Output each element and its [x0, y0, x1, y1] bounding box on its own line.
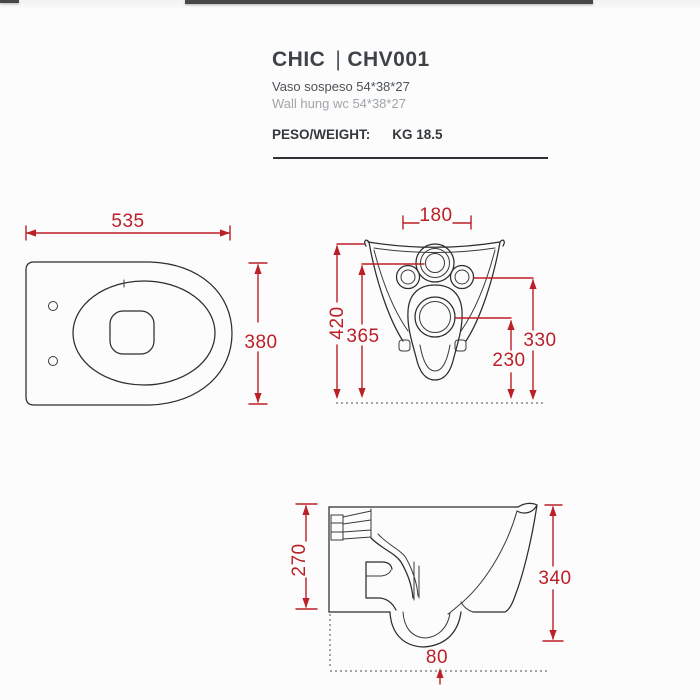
plan-fixing-hole-bottom [49, 357, 58, 366]
side-trap-outer [390, 612, 461, 647]
dim-label-230: 230 [492, 350, 526, 371]
rear-outline-right [466, 240, 504, 341]
side-view [289, 503, 572, 684]
dim-rear-total-height [327, 244, 364, 399]
dim-side-mount-height [289, 504, 317, 609]
dim-label-330: 330 [523, 330, 557, 351]
rear-fixing-hole-right [451, 266, 474, 289]
dim-label-180: 180 [419, 205, 453, 226]
product-name: CHIC [272, 48, 326, 71]
dim-plan-depth [244, 263, 277, 404]
subtitle-italian: Vaso sospeso 54*38*27 [272, 79, 410, 94]
dim-label-80: 80 [425, 647, 449, 668]
plan-seat-opening [73, 281, 215, 385]
side-bowl-right-foot [461, 602, 473, 612]
dim-rear-fixing-width [403, 205, 471, 229]
dim-plan-width [26, 211, 230, 240]
subtitle-english: Wall hung wc 54*38*27 [272, 96, 406, 111]
dim-rear-inlet-height [346, 264, 424, 398]
rear-fixing-hole-right-inner [455, 270, 469, 284]
side-trap-inner [403, 612, 450, 638]
plan-fixing-hole-top [49, 302, 58, 311]
side-rim-channel-section [366, 562, 396, 610]
rear-outlet-outer [415, 297, 455, 337]
dim-rear-outlet-height [456, 318, 526, 399]
rear-tab-left [399, 340, 410, 351]
rear-fixing-hole-left-inner [401, 270, 415, 284]
rear-fixing-hole-left [397, 266, 420, 289]
rear-inlet-outer [416, 244, 454, 282]
dim-label-270: 270 [289, 543, 310, 577]
dim-label-340: 340 [538, 568, 572, 589]
side-bowl-right-inner [448, 511, 517, 614]
dim-side-bowl-height [538, 505, 571, 641]
plan-view [26, 211, 278, 405]
side-funnel-left-inner [378, 534, 418, 596]
dim-label-535: 535 [111, 211, 145, 232]
side-bowl-right-outer [473, 505, 537, 612]
dim-label-365: 365 [346, 326, 380, 347]
rear-outlet-inner [420, 302, 451, 333]
plan-outlet [110, 311, 154, 354]
rear-view [327, 205, 557, 403]
rear-inlet-inner [426, 254, 445, 273]
side-rim-lip [517, 503, 537, 513]
title-separator: | [335, 48, 342, 71]
dim-side-trap-clearance [426, 647, 448, 684]
rear-trap-housing-inner [420, 345, 450, 371]
dim-label-380: 380 [244, 332, 278, 353]
weight-value: KG 18.5 [392, 127, 443, 142]
side-wall-bracket [331, 509, 371, 540]
weight-label: PESO/WEIGHT: [272, 127, 371, 142]
product-code: CHV001 [347, 48, 430, 71]
dim-label-420: 420 [327, 306, 348, 340]
